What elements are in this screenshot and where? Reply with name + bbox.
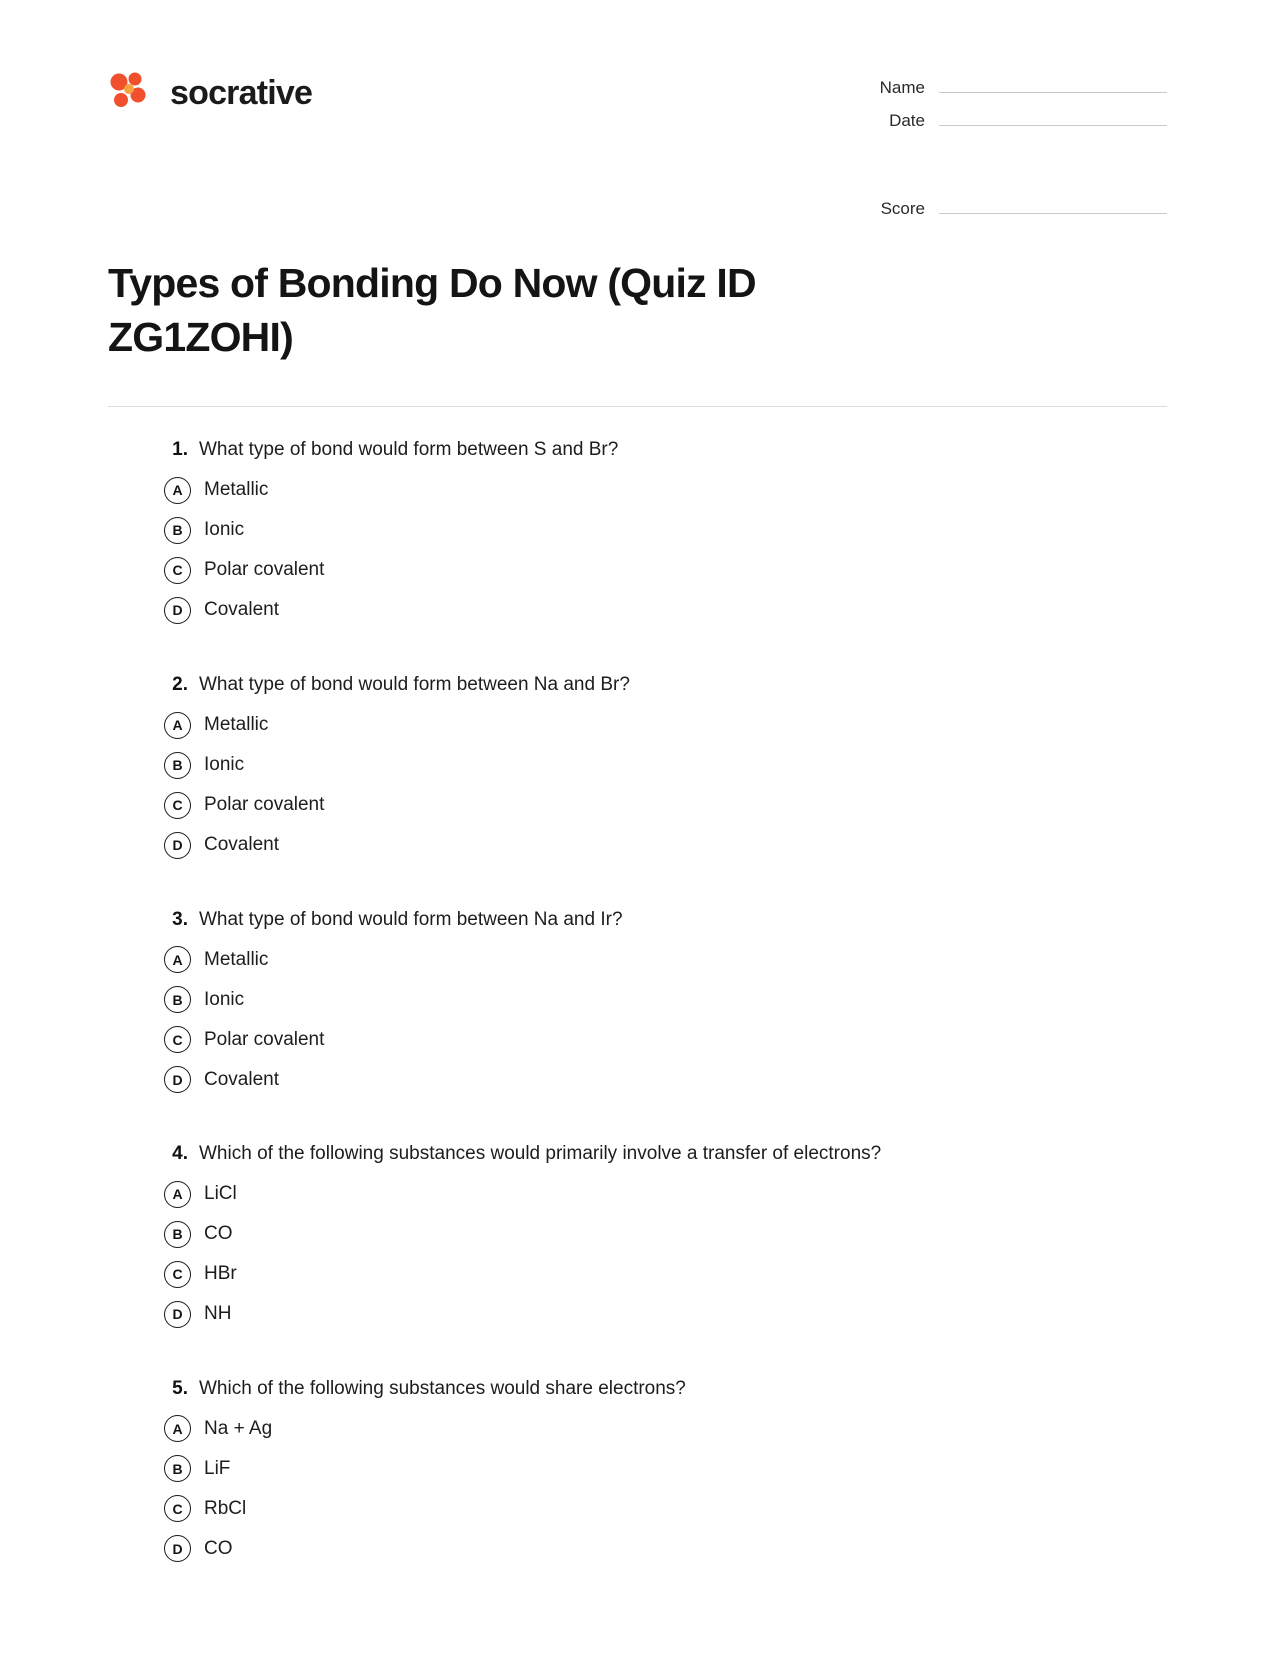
question-text: Which of the following substances would primarily involve a transfer of electrons? — [199, 1143, 882, 1165]
date-row — [837, 109, 1167, 131]
choice-bubble-icon[interactable]: C — [164, 557, 191, 584]
question-item — [108, 672, 1167, 859]
choice-option[interactable] — [164, 946, 1167, 973]
choice-label: Polar covalent — [204, 559, 325, 581]
student-meta — [837, 62, 1167, 230]
date-input-line[interactable] — [939, 109, 1167, 126]
choice-bubble-icon[interactable]: D — [164, 832, 191, 859]
question-header — [108, 907, 1167, 933]
choice-bubble-icon[interactable]: D — [164, 1535, 191, 1562]
choice-option[interactable] — [164, 597, 1167, 624]
choice-option[interactable] — [164, 1261, 1167, 1288]
choice-bubble-icon[interactable]: B — [164, 1221, 191, 1248]
date-label: Date — [889, 111, 925, 130]
choice-bubble-icon[interactable]: A — [164, 477, 191, 504]
choice-option[interactable] — [164, 1495, 1167, 1522]
choice-bubble-icon[interactable]: C — [164, 1026, 191, 1053]
question-text: What type of bond would form between Na and Br? — [199, 673, 630, 695]
question-header — [108, 1376, 1167, 1402]
choice-label: Na + Ag — [204, 1417, 273, 1439]
question-header — [108, 672, 1167, 698]
question-list — [108, 437, 1167, 1562]
choice-label: Polar covalent — [204, 794, 325, 815]
score-row — [837, 197, 1167, 219]
choice-list — [108, 477, 1167, 624]
question-number: 2. — [172, 673, 188, 695]
choice-label: Metallic — [204, 479, 269, 501]
choice-label: Ionic — [204, 519, 245, 541]
choice-option[interactable] — [164, 1455, 1167, 1482]
choice-option[interactable] — [164, 752, 1167, 779]
choice-label: LiCl — [204, 1183, 237, 1205]
name-row — [837, 76, 1167, 98]
name-label: Name — [879, 78, 925, 97]
choice-bubble-icon[interactable]: D — [164, 1066, 191, 1093]
choice-label: Covalent — [204, 834, 279, 855]
choice-option[interactable] — [164, 792, 1167, 819]
choice-option[interactable] — [164, 712, 1167, 739]
choice-label: CO — [204, 1537, 233, 1559]
choice-label: RbCl — [204, 1497, 247, 1519]
score-input-line[interactable] — [939, 197, 1167, 214]
choice-option[interactable] — [164, 1181, 1167, 1208]
choice-option[interactable] — [164, 1301, 1167, 1328]
choice-list — [108, 946, 1167, 1093]
question-header — [108, 437, 1167, 463]
socrative-logo-icon — [108, 70, 154, 116]
question-item — [108, 437, 1167, 624]
page-header — [108, 62, 1167, 230]
choice-option[interactable] — [164, 1535, 1167, 1562]
header-divider — [108, 406, 1167, 407]
choice-option[interactable] — [164, 832, 1167, 859]
choice-bubble-icon[interactable]: A — [164, 1181, 191, 1208]
choice-bubble-icon[interactable]: C — [164, 1261, 191, 1288]
choice-list — [108, 1181, 1167, 1328]
question-number: 1. — [172, 439, 188, 461]
choice-option[interactable] — [164, 1221, 1167, 1248]
choice-option[interactable] — [164, 1026, 1167, 1053]
choice-option[interactable] — [164, 986, 1167, 1013]
question-number: 3. — [172, 908, 188, 930]
choice-bubble-icon[interactable]: D — [164, 597, 191, 624]
choice-label: Ionic — [204, 754, 245, 775]
choice-bubble-icon[interactable]: C — [164, 792, 191, 819]
choice-label: CO — [204, 1223, 233, 1245]
choice-bubble-icon[interactable]: B — [164, 517, 191, 544]
choice-bubble-icon[interactable]: D — [164, 1301, 191, 1328]
choice-list — [108, 712, 1167, 859]
question-number: 5. — [172, 1377, 188, 1399]
choice-bubble-icon[interactable]: A — [164, 712, 191, 739]
brand-name: socrative — [170, 73, 313, 112]
socrative-logo — [108, 62, 312, 116]
choice-label: Polar covalent — [204, 1028, 325, 1050]
question-item — [108, 1376, 1167, 1563]
choice-label: Covalent — [204, 599, 279, 621]
choice-label: Ionic — [204, 988, 245, 1010]
question-header — [108, 1141, 1167, 1167]
choice-label: Metallic — [204, 948, 269, 970]
choice-option[interactable] — [164, 477, 1167, 504]
choice-list — [108, 1415, 1167, 1562]
choice-bubble-icon[interactable]: B — [164, 1455, 191, 1482]
choice-option[interactable] — [164, 517, 1167, 544]
question-number: 4. — [172, 1143, 188, 1165]
choice-bubble-icon[interactable]: C — [164, 1495, 191, 1522]
name-input-line[interactable] — [939, 76, 1167, 93]
choice-option[interactable] — [164, 557, 1167, 584]
choice-label: Metallic — [204, 714, 269, 735]
choice-label: HBr — [204, 1263, 237, 1285]
page-title: Types of Bonding Do Now (Quiz ID ZG1ZOHI) — [108, 260, 756, 361]
question-text: What type of bond would form between S and Br? — [199, 439, 619, 461]
choice-option[interactable] — [164, 1066, 1167, 1093]
score-label: Score — [880, 199, 925, 218]
title-block — [108, 256, 1167, 364]
question-item — [108, 907, 1167, 1094]
choice-option[interactable] — [164, 1415, 1167, 1442]
question-text: Which of the following substances would share electrons? — [199, 1377, 686, 1399]
choice-bubble-icon[interactable]: B — [164, 752, 191, 779]
choice-bubble-icon[interactable]: B — [164, 986, 191, 1013]
question-text: What type of bond would form between Na and Ir? — [199, 908, 623, 930]
choice-label: Covalent — [204, 1068, 279, 1090]
choice-label: NH — [204, 1303, 232, 1325]
choice-label: LiF — [204, 1457, 231, 1479]
choice-bubble-icon[interactable]: A — [164, 1415, 191, 1442]
choice-bubble-icon[interactable]: A — [164, 946, 191, 973]
question-item — [108, 1141, 1167, 1328]
